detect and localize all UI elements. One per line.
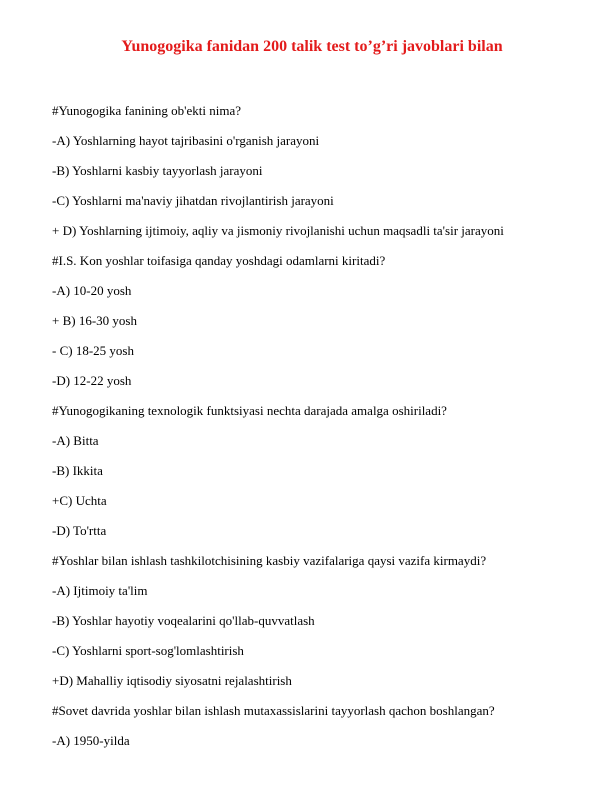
answer-option-line: -A) 1950-yilda [52,733,130,748]
answer-option-line: -D) 12-22 yosh [52,373,132,388]
answer-option-line: -A) Bitta [52,433,99,448]
correct-answer-line: +C) Uchta [52,493,107,508]
document-title: Yunogogika fanidan 200 talik test to’g’ri javoblari bilan [121,38,503,55]
question-line: #Yunogogikaning texnologik funktsiyasi nechta darajada amalga oshiriladi? [52,403,447,418]
answer-option-line: -B) Yoshlar hayotiy voqealarini qo'llab-quvvatlash [52,613,315,628]
answer-option-line: -B) Yoshlarni kasbiy tayyorlash jarayoni [52,163,263,178]
answer-option-line: -A) Ijtimoiy ta'lim [52,583,148,598]
answer-option-line: - C) 18-25 yosh [52,343,134,358]
answer-option-line: -A) Yoshlarning hayot tajribasini o'rganish jarayoni [52,133,320,148]
answer-option-line: -C) Yoshlarni ma'naviy jihatdan rivojlantirish jarayoni [52,193,334,208]
answer-option-line: -C) Yoshlarni sport-sog'lomlashtirish [52,643,244,658]
question-line: #Yoshlar bilan ishlash tashkilotchisining kasbiy vazifalariga qaysi vazifa kirmaydi? [52,553,487,568]
test-question-list [52,103,572,763]
answer-option-line: -A) 10-20 yosh [52,283,132,298]
correct-answer-line: + D) Yoshlarning ijtimoiy, aqliy va jismoniy rivojlanishi uchun maqsadli ta'sir jarayoni [52,223,504,238]
question-line: #I.S. Kon yoshlar toifasiga qanday yoshdagi odamlarni kiritadi? [52,253,386,268]
correct-answer-line: +D) Mahalliy iqtisodiy siyosatni rejalashtirish [52,673,292,688]
question-line: #Sovet davrida yoshlar bilan ishlash mutaxassislarini tayyorlash qachon boshlangan? [52,703,495,718]
answer-option-line: -B) Ikkita [52,463,103,478]
answer-option-line: -D) To'rtta [52,523,107,538]
correct-answer-line: + B) 16-30 yosh [52,313,137,328]
question-line: #Yunogogika fanining ob'ekti nima? [52,103,242,118]
